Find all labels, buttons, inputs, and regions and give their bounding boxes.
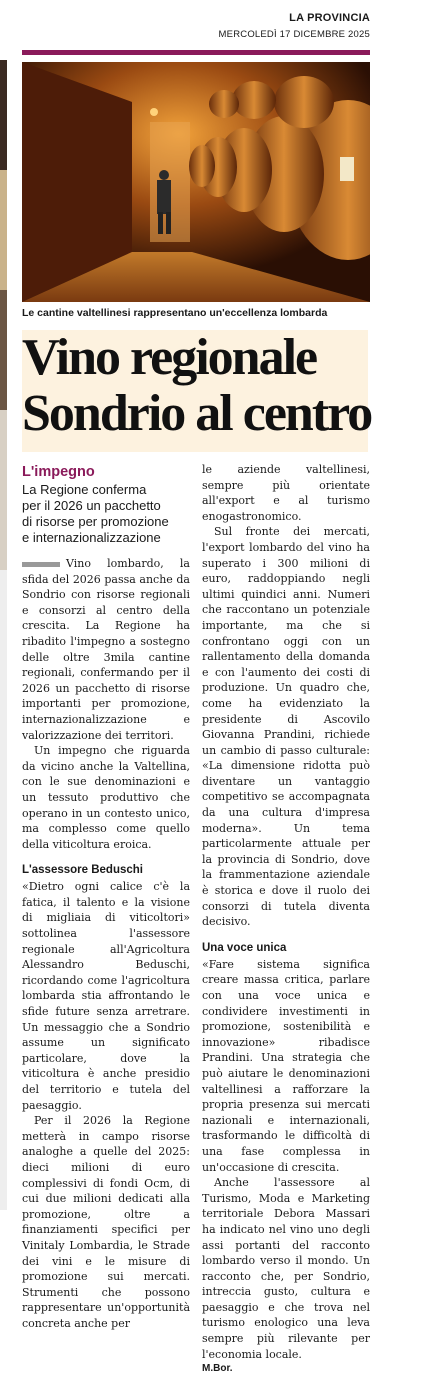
summary-line: per il 2026 un pacchetto [22,498,161,513]
byline: M.Bor. [202,1363,233,1374]
article-paragraph: Sul fronte dei mercati, l'export lombardo del vino ha superato i 300 milioni di euro, raddoppiando negli ultimi quindici anni. Numeri che raccontano un potenziale importante, ma che si confrontano oggi con un rallentamento della domanda e con l'aumento dei costi di produzione. Un quadro che, come ha evidenziato la presidente di Ascovilo Giovanna Prandini, richiede un cambio di passo culturale: «La dimensione ridotta può diventare un vantaggio competitivo se accompagnata da una cultura d'impresa moderna». Un tema particolarmente attuale per la provincia di Sondrio, dove la frammentazione aziendale è storica e dove il ruolo dei consorzi di tutela diventa decisivo. [202,525,370,929]
newspaper-name: LA PROVINCIA [289,12,370,24]
issue-date: MERCOLEDÌ 17 DICEMBRE 2025 [218,29,370,40]
article-headline [22,330,382,442]
article-paragraph: Un impegno che riguarda da vicino anche la Valtellina, con le sue denominazioni e un tessuto produttivo che operano in un contesto unico, ma complesso come quello della viticoltura eroica. [22,744,190,851]
section-rule [22,50,370,55]
wine-cellar-photo [22,62,370,302]
headline-line-2: Sondrio al centro [22,385,372,442]
subhead: Una voce unica [202,941,287,954]
wine-cellar-barrels-photo-icon [22,62,370,302]
article-paragraph: «Fare sistema significa creare massa critica, parlare con una voce unica e condividere investimenti in promozione, sostenibilità e innovazione» ribadisce Prandini. Una strategia che può aiutare le denominazioni valtellinesi a rafforzare la propria presenza sui mercati nazionali e internazionali, trasformando le difficoltà di una fase complessa in un'occasione di crescita. [202,957,370,1174]
summary-line: di risorse per promozione [22,514,169,529]
subhead: L'assessore Beduschi [22,864,143,877]
photo-caption: Le cantine valtellinesi rappresentano un'eccellenza lombarda [22,307,328,319]
article-column-right [202,462,370,1374]
headline-line-1: Vino regionale [22,329,317,386]
summary-line: e internazionalizzazione [22,530,161,545]
article-paragraph [22,556,190,743]
article-paragraph: le aziende valtellinesi, sempre più orientate all'export e al turismo enogastronomico. [202,463,370,523]
lead-bar [22,562,60,567]
article-summary [22,482,190,546]
article-column-left [22,462,190,1332]
article-paragraph: Per il 2026 la Regione metterà in campo risorse analoghe a quelle del 2025: dieci milioni di euro complessivi di fondi Ocm, di cui due milioni dedicati alla promozione, oltre a finanziamenti specifici per Vinitaly Lombardia, le Strade dei vini e le misure di promozione sui mercati. Strumenti che possono rappresentare un'opportunità concreta anche per [22,1114,190,1330]
article-paragraph: «Dietro ogni calice c'è la fatica, il talento e la visione di migliaia di viticoltori» sottolinea l'assessore regionale all'Agricoltura Alessandro Beduschi, ricordando come l'agricoltura lombarda stia affrontando le sfide future senza arretrare. Un messaggio che a Sondrio assume un significato particolare, dove la viticoltura è anche presidio del territorio e tutela del paesaggio. [22,880,190,1112]
summary-line: La Regione conferma [22,482,147,497]
article-paragraph: Anche l'assessore al Turismo, Moda e Marketing territoriale Debora Massari ha indicato nel vino uno degli assi portanti del racconto lombardo verso il mondo. Un racconto che, per Sondrio, intreccia gusto, cultura e paesaggio e che trova nel turismo enologico una leva sempre più rilevante per l'economia locale. [202,1176,370,1361]
adjacent-page-strip [0,60,7,1210]
kicker: L'impegno [22,464,95,480]
paragraph-text: Vino lombardo, la sfida del 2026 passa anche da Sondrio con risorse regionali e consorzi al centro della crescita. La Regione ha ribadito l'impegno a sostegno delle oltre 3mila cantine regionali, confermando per il 2026 un pacchetto di risorse importanti per promozione, internazionalizzazione e valorizzazione dei territori. [22,557,190,742]
page-header [0,0,432,50]
